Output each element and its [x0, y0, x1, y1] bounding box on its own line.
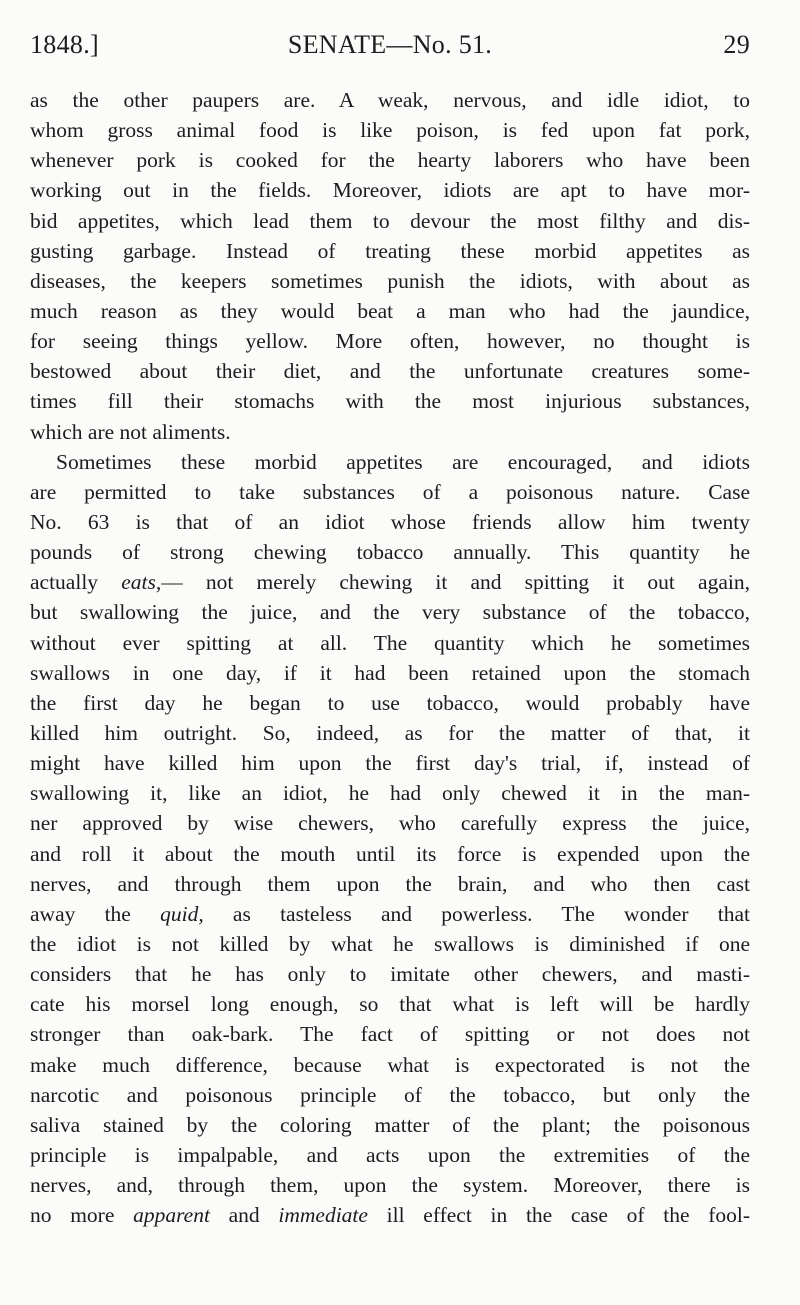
- emphasis: immediate: [278, 1203, 368, 1228]
- text-line: whom gross animal food is like poison, is fed upon fat pork,: [30, 118, 750, 143]
- text-line: might have killed him upon the first day's trial, if, instead of: [30, 751, 750, 776]
- running-header: [30, 27, 750, 63]
- text-line: without ever spitting at all. The quantity which he sometimes: [30, 630, 750, 655]
- text-line: which are not aliments.: [30, 419, 231, 444]
- text-line: but swallowing the juice, and the very substance of the tobacco,: [30, 600, 750, 625]
- text-line: away the quid, as tasteless and powerless. The wonder that: [30, 901, 750, 926]
- text-line: and roll it about the mouth until its force is expended upon the: [30, 841, 750, 866]
- text-line: actually eats,— not merely chewing it and spitting it out again,: [30, 570, 750, 595]
- text-line: narcotic and poisonous principle of the tobacco, but only the: [30, 1082, 750, 1107]
- emphasis: quid,: [160, 901, 204, 926]
- text-line: ner approved by wise chewers, who carefully express the juice,: [30, 811, 750, 836]
- emphasis: apparent: [133, 1203, 210, 1228]
- text-line: principle is impalpable, and acts upon the extremities of the: [30, 1142, 750, 1167]
- text-line: Sometimes these morbid appetites are encouraged, and idiots: [56, 449, 750, 474]
- text-line: for seeing things yellow. More often, however, no thought is: [30, 329, 750, 354]
- page-number: 29: [723, 30, 750, 59]
- text-line: bestowed about their diet, and the unfortunate creatures some-: [30, 359, 750, 384]
- text-line: bid appetites, which lead them to devour the most filthy and dis-: [30, 208, 750, 233]
- text-line: the idiot is not killed by what he swallows is diminished if one: [30, 931, 750, 956]
- text-line: swallows in one day, if it had been retained upon the stomach: [30, 660, 750, 685]
- text-line: diseases, the keepers sometimes punish the idiots, with about as: [30, 268, 750, 293]
- text-line: make much difference, because what is expectorated is not the: [30, 1052, 750, 1077]
- emphasis: eats,: [121, 570, 162, 595]
- text-line: working out in the fields. Moreover, idiots are apt to have mor-: [30, 178, 750, 203]
- header-title: SENATE—No. 51.: [287, 30, 493, 59]
- text-line: whenever pork is cooked for the hearty laborers who have been: [30, 148, 750, 173]
- text-line: the first day he began to use tobacco, would probably have: [30, 690, 750, 715]
- text-line: cate his morsel long enough, so that what is left will be hardly: [30, 992, 750, 1017]
- text-line: considers that he has only to imitate other chewers, and masti-: [30, 962, 750, 987]
- header-year: 1848.]: [30, 30, 99, 59]
- text-line: times fill their stomachs with the most injurious substances,: [30, 389, 750, 414]
- text-line: No. 63 is that of an idiot whose friends allow him twenty: [30, 509, 750, 534]
- text-line: nerves, and through them upon the brain, and who then cast: [30, 871, 750, 896]
- text-line: pounds of strong chewing tobacco annually. This quantity he: [30, 540, 750, 565]
- text-line: swallowing it, like an idiot, he had only chewed it in the man-: [30, 781, 750, 806]
- body-text: [30, 85, 750, 1230]
- text-line: killed him outright. So, indeed, as for the matter of that, it: [30, 720, 750, 745]
- text-line: much reason as they would beat a man who had the jaundice,: [30, 298, 750, 323]
- text-line: saliva stained by the coloring matter of the plant; the poisonous: [30, 1112, 750, 1137]
- text-line: stronger than oak-bark. The fact of spitting or not does not: [30, 1022, 750, 1047]
- text-line: nerves, and, through them, upon the system. Moreover, there is: [30, 1173, 750, 1198]
- text-line: are permitted to take substances of a poisonous nature. Case: [30, 479, 750, 504]
- text-line: as the other paupers are. A weak, nervous, and idle idiot, to: [30, 88, 750, 112]
- text-line: gusting garbage. Instead of treating these morbid appetites as: [30, 238, 750, 263]
- text-line: no more apparent and immediate ill effect in the case of the fool-: [30, 1203, 750, 1228]
